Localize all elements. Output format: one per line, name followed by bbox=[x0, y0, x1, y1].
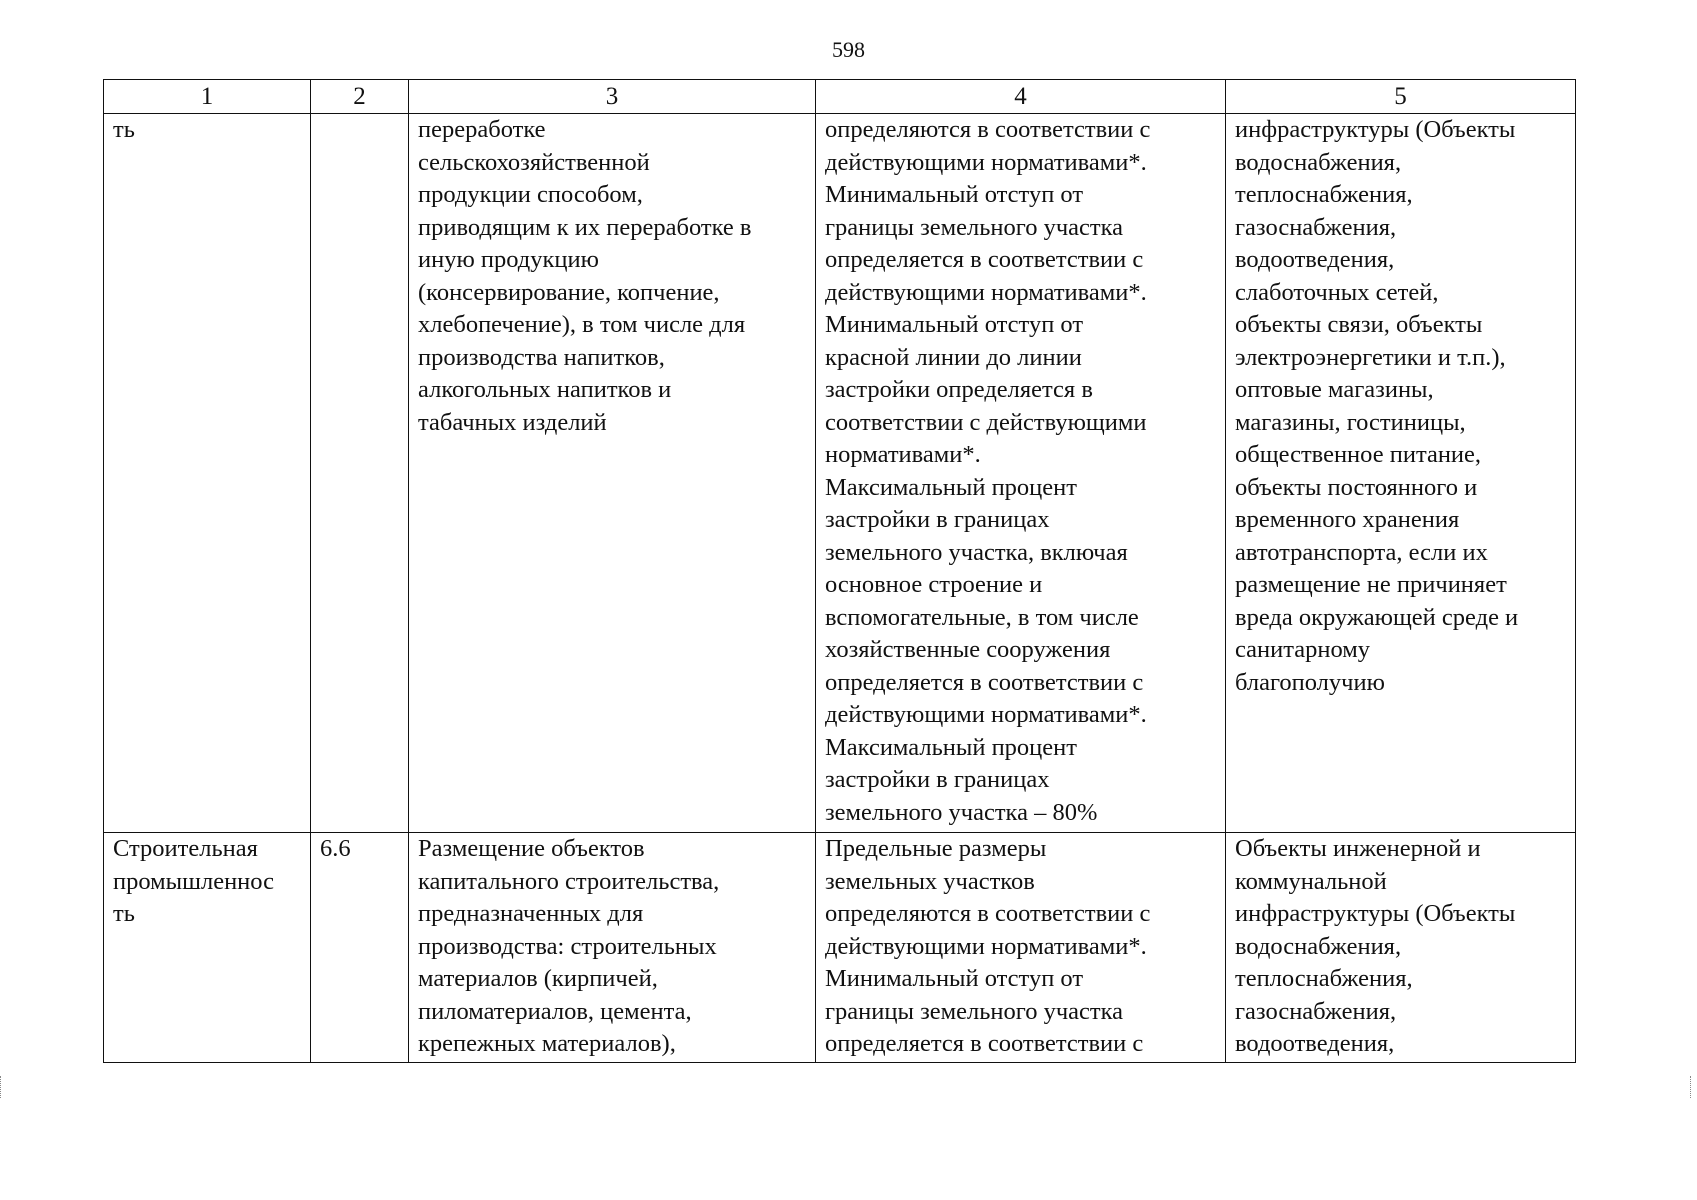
cell-line: действующими нормативами*. bbox=[825, 278, 1147, 306]
cell-line: водоотведения, bbox=[1235, 246, 1395, 273]
cell-line: действующими нормативами*. bbox=[825, 701, 1147, 728]
header-col-4: 4 bbox=[816, 80, 1226, 114]
cell-line: газоснабжения, bbox=[1235, 997, 1397, 1025]
cell-line: промышленнос bbox=[113, 867, 275, 895]
page-number: 598 bbox=[832, 37, 865, 62]
scan-margin-mark-left bbox=[0, 1076, 5, 1098]
row-1-col-1 bbox=[104, 114, 311, 833]
cell-line: общественное питание, bbox=[1235, 441, 1482, 468]
scan-margin-mark-right bbox=[1690, 1076, 1695, 1098]
cell-line: определяется в соответствии с bbox=[825, 1030, 1144, 1057]
cell-line: теплоснабжения, bbox=[1235, 965, 1413, 992]
header-col-1: 1 bbox=[104, 80, 311, 114]
cell-line: действующими нормативами*. bbox=[825, 932, 1147, 960]
cell-line: застройки в границах bbox=[825, 766, 1050, 793]
cell-line: санитарному bbox=[1235, 636, 1371, 663]
cell-line: объекты постоянного и bbox=[1235, 473, 1478, 501]
cell-line: электроэнергетики и т.п.), bbox=[1235, 343, 1506, 371]
cell-line: инфраструктуры (Объекты bbox=[1235, 900, 1516, 927]
cell-line: магазины, гостиницы, bbox=[1235, 408, 1466, 436]
document-table bbox=[103, 79, 1576, 1063]
cell-line: Минимальный отступ от bbox=[825, 965, 1084, 992]
cell-line: застройки в границах bbox=[825, 506, 1050, 533]
cell-line: продукции способом, bbox=[418, 181, 643, 208]
cell-line: границы земельного участка bbox=[825, 997, 1124, 1025]
cell-line: производства напитков, bbox=[418, 343, 665, 371]
cell-line: водоснабжения, bbox=[1235, 148, 1402, 176]
cell-line: 6.6 bbox=[320, 835, 351, 862]
cell-line: вреда окружающей среде и bbox=[1235, 603, 1519, 631]
cell-line: застройки определяется в bbox=[825, 376, 1093, 403]
cell-line: сельскохозяйственной bbox=[418, 148, 650, 176]
cell-line: основное строение и bbox=[825, 571, 1043, 598]
cell-line: Максимальный процент bbox=[825, 733, 1077, 761]
cell-line: водоснабжения, bbox=[1235, 932, 1402, 960]
cell-line: красной линии до линии bbox=[825, 343, 1082, 371]
cell-line: (консервирование, копчение, bbox=[418, 278, 720, 306]
header-col-2: 2 bbox=[311, 80, 409, 114]
row-2-col-3 bbox=[409, 833, 816, 1063]
row-2-col-5 bbox=[1226, 833, 1576, 1063]
cell-line: размещение не причиняет bbox=[1235, 571, 1507, 598]
cell-line: Строительная bbox=[113, 835, 258, 862]
cell-line: слаботочных сетей, bbox=[1235, 278, 1439, 306]
cell-line: объекты связи, объекты bbox=[1235, 311, 1483, 338]
cell-line: нормативами*. bbox=[825, 441, 981, 468]
cell-line: ть bbox=[113, 116, 135, 143]
cell-line: Объекты инженерной и bbox=[1235, 835, 1481, 862]
cell-line: оптовые магазины, bbox=[1235, 376, 1434, 403]
row-2-col-1 bbox=[104, 833, 311, 1063]
cell-line: материалов (кирпичей, bbox=[418, 965, 658, 992]
cell-line: хозяйственные сооружения bbox=[825, 636, 1111, 663]
cell-line: газоснабжения, bbox=[1235, 213, 1397, 241]
cell-line: Предельные размеры bbox=[825, 835, 1047, 862]
row-1-col-4 bbox=[816, 114, 1226, 833]
cell-line: вспомогательные, в том числе bbox=[825, 603, 1139, 631]
cell-line: соответствии с действующими bbox=[825, 408, 1147, 436]
cell-line: определяются в соответствии с bbox=[825, 900, 1151, 927]
cell-line: водоотведения, bbox=[1235, 1030, 1395, 1057]
cell-line: крепежных материалов), bbox=[418, 1030, 676, 1057]
cell-line: капитального строительства, bbox=[418, 867, 720, 895]
row-1-col-3 bbox=[409, 114, 816, 833]
row-2-col-4 bbox=[816, 833, 1226, 1063]
cell-line: определяются в соответствии с bbox=[825, 116, 1151, 143]
cell-line: хлебопечение), в том числе для bbox=[418, 311, 746, 338]
cell-line: пиломатериалов, цемента, bbox=[418, 997, 692, 1025]
cell-line: предназначенных для bbox=[418, 900, 644, 927]
cell-line: благополучию bbox=[1235, 668, 1385, 696]
cell-line: ть bbox=[113, 900, 135, 927]
cell-line: действующими нормативами*. bbox=[825, 148, 1147, 176]
cell-line: приводящим к их переработке в bbox=[418, 213, 752, 241]
cell-line: теплоснабжения, bbox=[1235, 181, 1413, 208]
cell-line: земельных участков bbox=[825, 867, 1035, 895]
cell-line: земельного участка – 80% bbox=[825, 798, 1098, 826]
cell-line: производства: строительных bbox=[418, 932, 717, 960]
cell-line: иную продукцию bbox=[418, 246, 599, 273]
header-col-5: 5 bbox=[1226, 80, 1576, 114]
cell-line: автотранспорта, если их bbox=[1235, 538, 1488, 566]
table-row bbox=[104, 114, 1576, 833]
cell-line: Минимальный отступ от bbox=[825, 181, 1084, 208]
row-1-col-5 bbox=[1226, 114, 1576, 833]
row-1-col-2 bbox=[311, 114, 409, 833]
row-2-col-2 bbox=[311, 833, 409, 1063]
header-col-3: 3 bbox=[409, 80, 816, 114]
cell-line: Размещение объектов bbox=[418, 835, 645, 862]
cell-line: Минимальный отступ от bbox=[825, 311, 1084, 338]
cell-line: Максимальный процент bbox=[825, 473, 1077, 501]
table-row bbox=[104, 833, 1576, 1063]
cell-line: табачных изделий bbox=[418, 408, 607, 436]
cell-line: переработке bbox=[418, 116, 546, 143]
cell-line: земельного участка, включая bbox=[825, 538, 1128, 566]
table-header-row bbox=[104, 80, 1576, 114]
cell-line: алкогольных напитков и bbox=[418, 376, 672, 403]
cell-line: границы земельного участка bbox=[825, 213, 1124, 241]
cell-line: определяется в соответствии с bbox=[825, 668, 1144, 696]
cell-line: временного хранения bbox=[1235, 506, 1460, 533]
cell-line: инфраструктуры (Объекты bbox=[1235, 116, 1516, 143]
cell-line: коммунальной bbox=[1235, 867, 1387, 895]
cell-line: определяется в соответствии с bbox=[825, 246, 1144, 273]
